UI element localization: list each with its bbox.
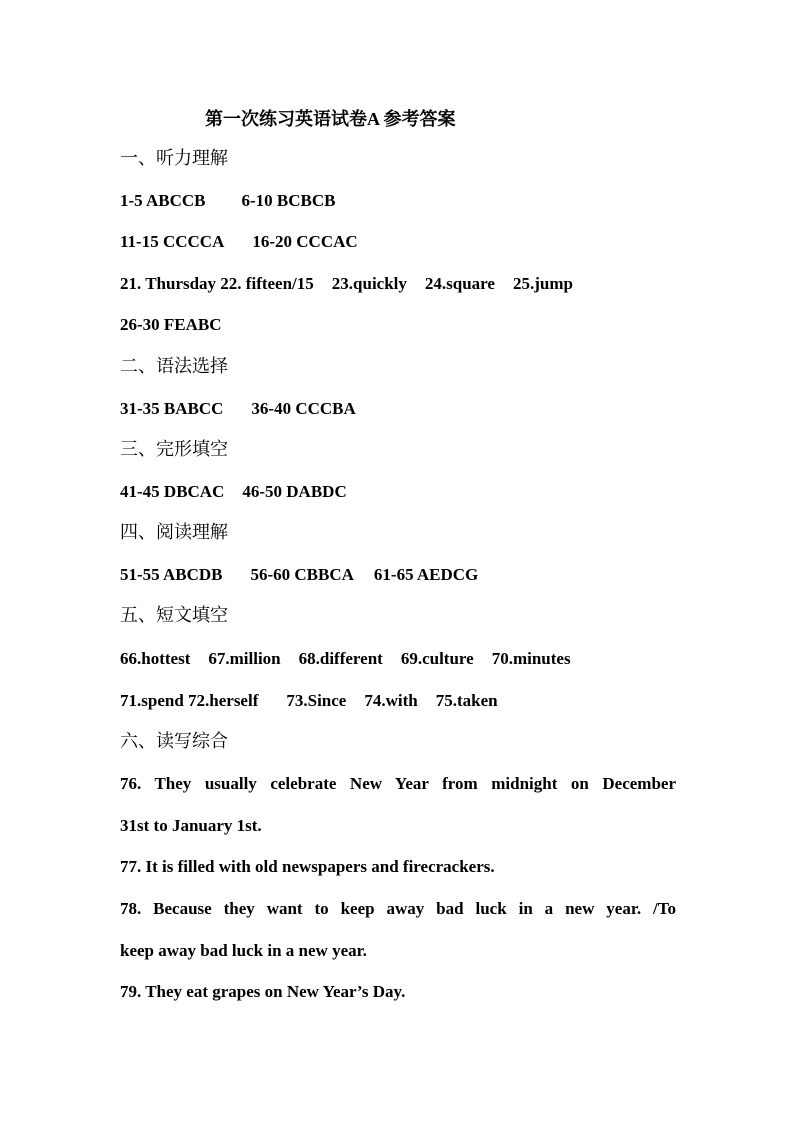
answer-word: hottest: [141, 649, 191, 668]
answer-line-1-10: [120, 190, 676, 212]
answer-word: 75.taken: [435, 691, 498, 710]
section-heading-reading: 四、阅读理解: [120, 522, 228, 542]
answer-line-71-75: [120, 690, 676, 712]
answer-line-31-40: [120, 398, 676, 420]
answer-group: 41-45 DBCAC: [120, 482, 225, 501]
answer-word: 67.million: [208, 649, 281, 668]
answer-word: spend 72.herself: [141, 691, 259, 710]
answer-group: 61-65 AEDCG: [373, 565, 479, 584]
answer-79: 79. They eat grapes on New Year’s Day.: [120, 982, 406, 1001]
answer-group: 16-20 CCCAC: [252, 232, 358, 251]
answer-76-line-2: 31st to January 1st.: [120, 816, 262, 835]
answer-word: 68.different: [298, 649, 383, 668]
section-heading-reading-writing: 六、读写综合: [120, 731, 228, 751]
answer-group: 26-30 FEABC: [120, 315, 222, 334]
question-number: 66.: [120, 649, 142, 668]
answer-group: 51-55 ABCDB: [120, 565, 223, 584]
answer-group: 21. Thursday 22. fifteen/15: [120, 274, 314, 293]
answer-76-line-1: 76. They usually celebrate New Year from midnight on December: [120, 774, 676, 793]
answer-group: 25.jump: [512, 274, 573, 293]
section-heading-grammar: 二、语法选择: [120, 356, 228, 376]
answer-line-21-25: [120, 273, 676, 295]
section-heading-cloze: 三、完形填空: [120, 439, 228, 459]
answer-word: 74.with: [364, 691, 418, 710]
answer-line-26-30: [120, 314, 676, 336]
answer-group: 1-5 ABCCB: [120, 191, 206, 210]
answer-word: 69.culture: [400, 649, 474, 668]
answer-group: 6-10 BCBCB: [241, 191, 336, 210]
answer-group: 56-60 CBBCA: [250, 565, 354, 584]
section-heading-fill-blank: 五、短文填空: [120, 605, 228, 625]
section-heading-listening: 一、听力理解: [120, 148, 228, 168]
answer-group: 11-15 CCCCA: [120, 232, 225, 251]
answer-word: 70.minutes: [491, 649, 571, 668]
answer-group: 31-35 BABCC: [120, 399, 224, 418]
answer-line-41-50: [120, 481, 676, 503]
answer-group: 23.quickly: [331, 274, 407, 293]
answer-line-11-20: [120, 231, 676, 253]
answer-77: 77. It is filled with old newspapers and firecrackers.: [120, 857, 495, 876]
answer-line-51-65: [120, 564, 676, 586]
answer-78-line-2: keep away bad luck in a new year.: [120, 941, 367, 960]
answer-78-line-1: 78. Because they want to keep away bad luck in a new year. /To: [120, 899, 676, 918]
answer-word: 73.Since: [286, 691, 347, 710]
answer-line-66-70: [120, 648, 676, 670]
answer-group: 46-50 DABDC: [242, 482, 347, 501]
page-title: 第一次练习英语试卷A 参考答案: [205, 109, 456, 129]
question-number: 71.: [120, 691, 142, 710]
answer-group: 36-40 CCCBA: [251, 399, 356, 418]
answer-group: 24.square: [424, 274, 495, 293]
